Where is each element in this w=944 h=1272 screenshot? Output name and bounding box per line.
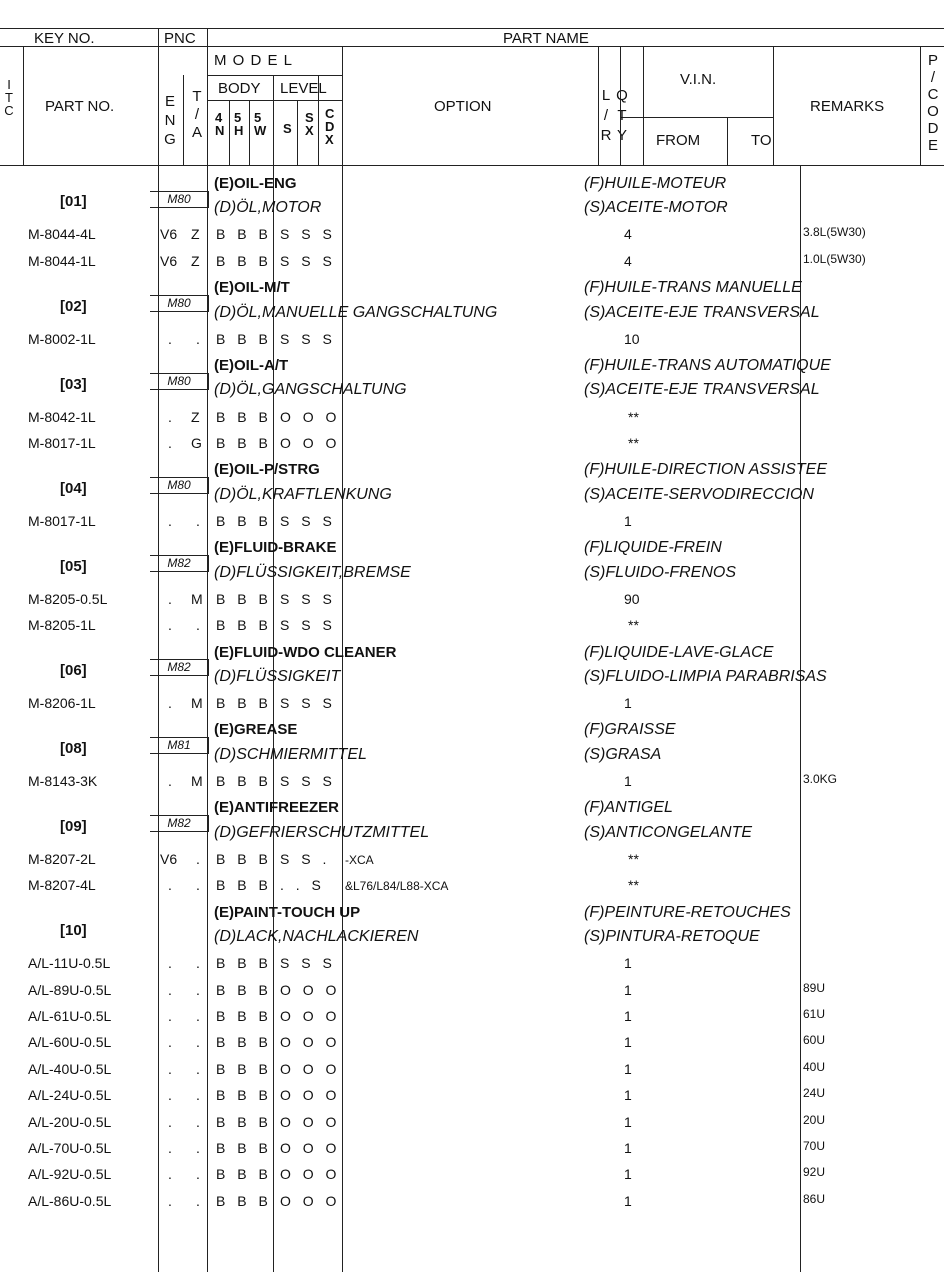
part-number: M-8143-3K: [28, 772, 98, 789]
ta-value: G: [191, 435, 202, 452]
part-name-english: (E)OIL-A/T: [214, 357, 289, 375]
lr-header: L / R: [600, 87, 612, 144]
part-name-french: (F)ANTIGEL: [584, 799, 673, 817]
quantity: **: [628, 877, 639, 894]
part-name-english: (E)ANTIFREEZER: [214, 799, 339, 817]
eng-value: .: [168, 1087, 172, 1104]
level-codes: S S S: [280, 695, 336, 712]
part-number: A/L-60U-0.5L: [28, 1034, 112, 1051]
eng-value: .: [168, 512, 172, 529]
quantity: **: [628, 850, 639, 867]
eng-value: .: [168, 1034, 172, 1051]
key-number: [03]: [60, 375, 87, 393]
ta-value: .: [196, 1060, 200, 1077]
part-name-german: (D)GEFRIERSCHUTZMITTEL: [214, 823, 430, 841]
remarks-header: REMARKS: [810, 98, 885, 115]
part-name-german: (D)SCHMIERMITTEL: [214, 745, 367, 763]
ta-value: Z: [191, 408, 200, 425]
vin-header: V.I.N.: [680, 71, 717, 88]
part-number: M-8017-1L: [28, 435, 96, 452]
level-codes: S S S: [280, 226, 336, 243]
part-name-german: (D)ÖL,MOTOR: [214, 199, 322, 217]
part-number: A/L-70U-0.5L: [28, 1139, 112, 1156]
pnc-box: M82: [150, 815, 209, 832]
quantity: 1: [624, 1166, 632, 1183]
ta-value: .: [196, 1113, 200, 1130]
part-name-english: (E)FLUID-BRAKE: [214, 539, 337, 557]
remarks-value: 92U: [803, 1165, 826, 1180]
body-codes: B B B: [216, 252, 272, 269]
part-name-french: (F)LIQUIDE-FREIN: [584, 539, 722, 557]
remarks-value: 61U: [803, 1006, 826, 1021]
itc-header: I T C: [4, 77, 14, 118]
remarks-value: 24U: [803, 1086, 826, 1101]
eng-value: .: [168, 981, 172, 998]
body-codes: B B B: [216, 981, 272, 998]
body-codes: B B B: [216, 772, 272, 789]
eng-value: .: [168, 590, 172, 607]
eng-value: .: [168, 1166, 172, 1183]
level-codes: O O O: [280, 1060, 341, 1077]
pnc-header: PNC: [164, 30, 196, 47]
level-codes: O O O: [280, 1192, 341, 1209]
quantity: 1: [624, 695, 632, 712]
level-codes: O O O: [280, 1034, 341, 1051]
pnc-box: M80: [150, 191, 209, 208]
level-col-cdx: C D X: [325, 106, 335, 147]
body-codes: B B B: [216, 955, 272, 972]
body-codes: B B B: [216, 1087, 272, 1104]
part-name-french: (F)GRAISSE: [584, 721, 676, 739]
part-name-spanish: (S)ACEITE-SERVODIRECCION: [584, 485, 814, 503]
body-codes: B B B: [216, 850, 272, 867]
body-codes: B B B: [216, 512, 272, 529]
ta-value: M: [191, 590, 203, 607]
pcode-header: P / C O D E: [927, 52, 939, 154]
vin-to-header: TO: [751, 132, 772, 149]
remarks-value: 60U: [803, 1033, 826, 1048]
eng-value: .: [168, 617, 172, 634]
quantity: 1: [624, 981, 632, 998]
eng-header: E N G: [164, 93, 176, 148]
quantity: 1: [624, 1139, 632, 1156]
vin-from-header: FROM: [656, 132, 701, 149]
level-codes: S S S: [280, 330, 336, 347]
ta-value: .: [196, 877, 200, 894]
part-name-french: (F)HUILE-MOTEUR: [584, 175, 727, 192]
part-number: A/L-61U-0.5L: [28, 1007, 112, 1024]
remarks-value: 1.0L(5W30): [803, 251, 866, 266]
level-codes: O O O: [280, 1139, 341, 1156]
key-no-header: KEY NO.: [34, 30, 95, 47]
body-codes: B B B: [216, 1139, 272, 1156]
key-number: [10]: [60, 922, 87, 940]
part-name-spanish: (S)ACEITE-MOTOR: [584, 199, 728, 217]
part-name-english: (E)PAINT-TOUCH UP: [214, 903, 361, 921]
quantity: 1: [624, 1034, 632, 1051]
part-name-french: (F)HUILE-DIRECTION ASSISTEE: [584, 461, 827, 479]
quantity: 1: [624, 772, 632, 789]
level-codes: O O O: [280, 1113, 341, 1130]
level-col-sx: S X: [305, 110, 314, 138]
quantity: 1: [624, 1060, 632, 1077]
body-codes: B B B: [216, 1166, 272, 1183]
body-codes: B B B: [216, 617, 272, 634]
quantity: 1: [624, 955, 632, 972]
body-codes: B B B: [216, 226, 272, 243]
part-name-german: (D)ÖL,KRAFTLENKUNG: [214, 485, 392, 503]
level-codes: O O O: [280, 435, 341, 452]
remarks-value: 3.8L(5W30): [803, 225, 866, 240]
option-code: &L76/L84/L88-XCA: [345, 879, 449, 894]
quantity: 4: [624, 226, 632, 243]
eng-value: .: [168, 330, 172, 347]
eng-value: .: [168, 695, 172, 712]
remarks-value: 86U: [803, 1191, 826, 1206]
level-codes: O O O: [280, 1166, 341, 1183]
body-codes: B B B: [216, 1113, 272, 1130]
part-name-german: (D)FLÜSSIGKEIT,BREMSE: [214, 563, 411, 581]
part-number: A/L-86U-0.5L: [28, 1192, 112, 1209]
body-codes: B B B: [216, 1007, 272, 1024]
ta-value: .: [196, 617, 200, 634]
part-name-french: (F)LIQUIDE-LAVE-GLACE: [584, 643, 774, 661]
option-code: -XCA: [345, 852, 374, 867]
body-header: BODY: [218, 80, 261, 97]
part-number: M-8205-0.5L: [28, 590, 108, 607]
part-number: A/L-40U-0.5L: [28, 1060, 112, 1077]
level-codes: S S S: [280, 512, 336, 529]
body-codes: B B B: [216, 1034, 272, 1051]
eng-value: .: [168, 955, 172, 972]
part-number: A/L-20U-0.5L: [28, 1113, 112, 1130]
eng-value: V6: [160, 850, 178, 867]
level-codes: S S S: [280, 617, 336, 634]
part-number: M-8042-1L: [28, 408, 96, 425]
quantity: **: [628, 408, 639, 425]
ta-value: .: [196, 1166, 200, 1183]
part-name-english: (E)OIL-M/T: [214, 279, 290, 297]
body-col-4n: 4 N: [215, 110, 225, 138]
ta-value: .: [196, 1192, 200, 1209]
eng-value: .: [168, 408, 172, 425]
remarks-value: 3.0KG: [803, 771, 838, 786]
eng-value: V6: [160, 226, 178, 243]
level-codes: S S S: [280, 955, 336, 972]
eng-value: .: [168, 435, 172, 452]
part-name-header: PART NAME: [503, 30, 589, 47]
pnc-box: M80: [150, 477, 209, 494]
level-codes: O O O: [280, 408, 341, 425]
eng-value: .: [168, 1192, 172, 1209]
level-codes: O O O: [280, 1087, 341, 1104]
level-header: LEVEL: [280, 80, 327, 97]
part-number: M-8002-1L: [28, 330, 96, 347]
quantity: **: [628, 435, 639, 452]
body-col-5h: 5 H: [234, 110, 244, 138]
model-header: M O D E L: [214, 52, 294, 69]
eng-value: .: [168, 877, 172, 894]
ta-value: M: [191, 772, 203, 789]
level-col-s: S: [283, 121, 292, 136]
ta-value: .: [196, 1087, 200, 1104]
part-name-german: (D)LACK,NACHLACKIEREN: [214, 927, 419, 945]
part-no-header: PART NO.: [45, 98, 115, 115]
part-name-german: (D)FLÜSSIGKEIT: [214, 667, 341, 685]
level-codes: S S S: [280, 590, 336, 607]
remarks-value: 89U: [803, 980, 826, 995]
part-name-spanish: (S)ACEITE-EJE TRANSVERSAL: [584, 303, 820, 321]
part-name-spanish: (S)ACEITE-EJE TRANSVERSAL: [584, 381, 820, 399]
key-number: [01]: [60, 193, 87, 211]
body-codes: B B B: [216, 408, 272, 425]
quantity: **: [628, 617, 639, 634]
pnc-box: M80: [150, 295, 209, 312]
level-codes: S S S: [280, 772, 336, 789]
ta-value: .: [196, 981, 200, 998]
part-number: A/L-92U-0.5L: [28, 1166, 112, 1183]
qty-header: Q T Y: [616, 87, 628, 144]
remarks-value: 70U: [803, 1138, 826, 1153]
part-number: M-8017-1L: [28, 512, 96, 529]
part-number: M-8044-1L: [28, 252, 96, 269]
quantity: 1: [624, 1113, 632, 1130]
ta-value: M: [191, 695, 203, 712]
part-number: M-8044-4L: [28, 226, 96, 243]
body-codes: B B B: [216, 590, 272, 607]
part-number: A/L-24U-0.5L: [28, 1087, 112, 1104]
option-header: OPTION: [434, 98, 492, 115]
ta-value: Z: [191, 226, 200, 243]
eng-value: .: [168, 1139, 172, 1156]
key-number: [08]: [60, 739, 87, 757]
part-number: A/L-11U-0.5L: [28, 955, 111, 972]
part-name-english: (E)OIL-P/STRG: [214, 461, 320, 479]
key-number: [06]: [60, 662, 87, 680]
body-codes: B B B: [216, 1192, 272, 1209]
ta-value: .: [196, 1034, 200, 1051]
key-number: [02]: [60, 297, 87, 315]
part-name-english: (E)GREASE: [214, 721, 298, 739]
ta-value: .: [196, 955, 200, 972]
ta-value: .: [196, 1007, 200, 1024]
part-number: M-8206-1L: [28, 695, 96, 712]
remarks-value: 40U: [803, 1059, 826, 1074]
pnc-box: M81: [150, 737, 209, 754]
eng-value: .: [168, 1007, 172, 1024]
eng-value: .: [168, 1060, 172, 1077]
level-codes: . . S: [280, 877, 325, 894]
quantity: 90: [624, 590, 640, 607]
body-col-5w: 5 W: [254, 110, 267, 138]
part-name-spanish: (S)PINTURA-RETOQUE: [584, 927, 760, 945]
ta-value: .: [196, 850, 200, 867]
ta-value: .: [196, 512, 200, 529]
quantity: 1: [624, 512, 632, 529]
part-name-spanish: (S)GRASA: [584, 745, 662, 763]
level-codes: S S S: [280, 252, 336, 269]
pnc-box: M80: [150, 373, 209, 390]
eng-value: V6: [160, 252, 178, 269]
part-name-spanish: (S)FLUIDO-LIMPIA PARABRISAS: [584, 667, 827, 685]
key-number: [09]: [60, 817, 87, 835]
quantity: 10: [624, 330, 640, 347]
part-name-english: (E)FLUID-WDO CLEANER: [214, 643, 397, 661]
key-number: [04]: [60, 479, 87, 497]
part-number: M-8207-2L: [28, 850, 96, 867]
part-name-english: (E)OIL-ENG: [214, 175, 297, 192]
part-name-spanish: (S)FLUIDO-FRENOS: [584, 563, 736, 581]
part-name-german: (D)ÖL,GANGSCHALTUNG: [214, 381, 407, 399]
body-codes: B B B: [216, 877, 272, 894]
quantity: 4: [624, 252, 632, 269]
key-number: [05]: [60, 557, 87, 575]
body-codes: B B B: [216, 1060, 272, 1077]
quantity: 1: [624, 1087, 632, 1104]
pnc-box: M82: [150, 555, 209, 572]
level-codes: S S .: [280, 850, 331, 867]
body-codes: B B B: [216, 695, 272, 712]
ta-value: .: [196, 1139, 200, 1156]
part-name-french: (F)HUILE-TRANS MANUELLE: [584, 279, 802, 297]
ta-value: .: [196, 330, 200, 347]
quantity: 1: [624, 1007, 632, 1024]
part-name-french: (F)PEINTURE-RETOUCHES: [584, 903, 791, 921]
part-number: M-8207-4L: [28, 877, 96, 894]
eng-value: .: [168, 772, 172, 789]
part-name-french: (F)HUILE-TRANS AUTOMATIQUE: [584, 357, 831, 375]
body-codes: B B B: [216, 330, 272, 347]
level-codes: O O O: [280, 981, 341, 998]
part-number: A/L-89U-0.5L: [28, 981, 112, 998]
remarks-value: 20U: [803, 1112, 826, 1127]
body-codes: B B B: [216, 435, 272, 452]
ta-value: Z: [191, 252, 200, 269]
pnc-box: M82: [150, 659, 209, 676]
part-number: M-8205-1L: [28, 617, 96, 634]
eng-value: .: [168, 1113, 172, 1130]
part-name-german: (D)ÖL,MANUELLE GANGSCHALTUNG: [214, 303, 498, 321]
part-name-spanish: (S)ANTICONGELANTE: [584, 823, 753, 841]
ta-header: T / A: [191, 88, 202, 141]
level-codes: O O O: [280, 1007, 341, 1024]
quantity: 1: [624, 1192, 632, 1209]
